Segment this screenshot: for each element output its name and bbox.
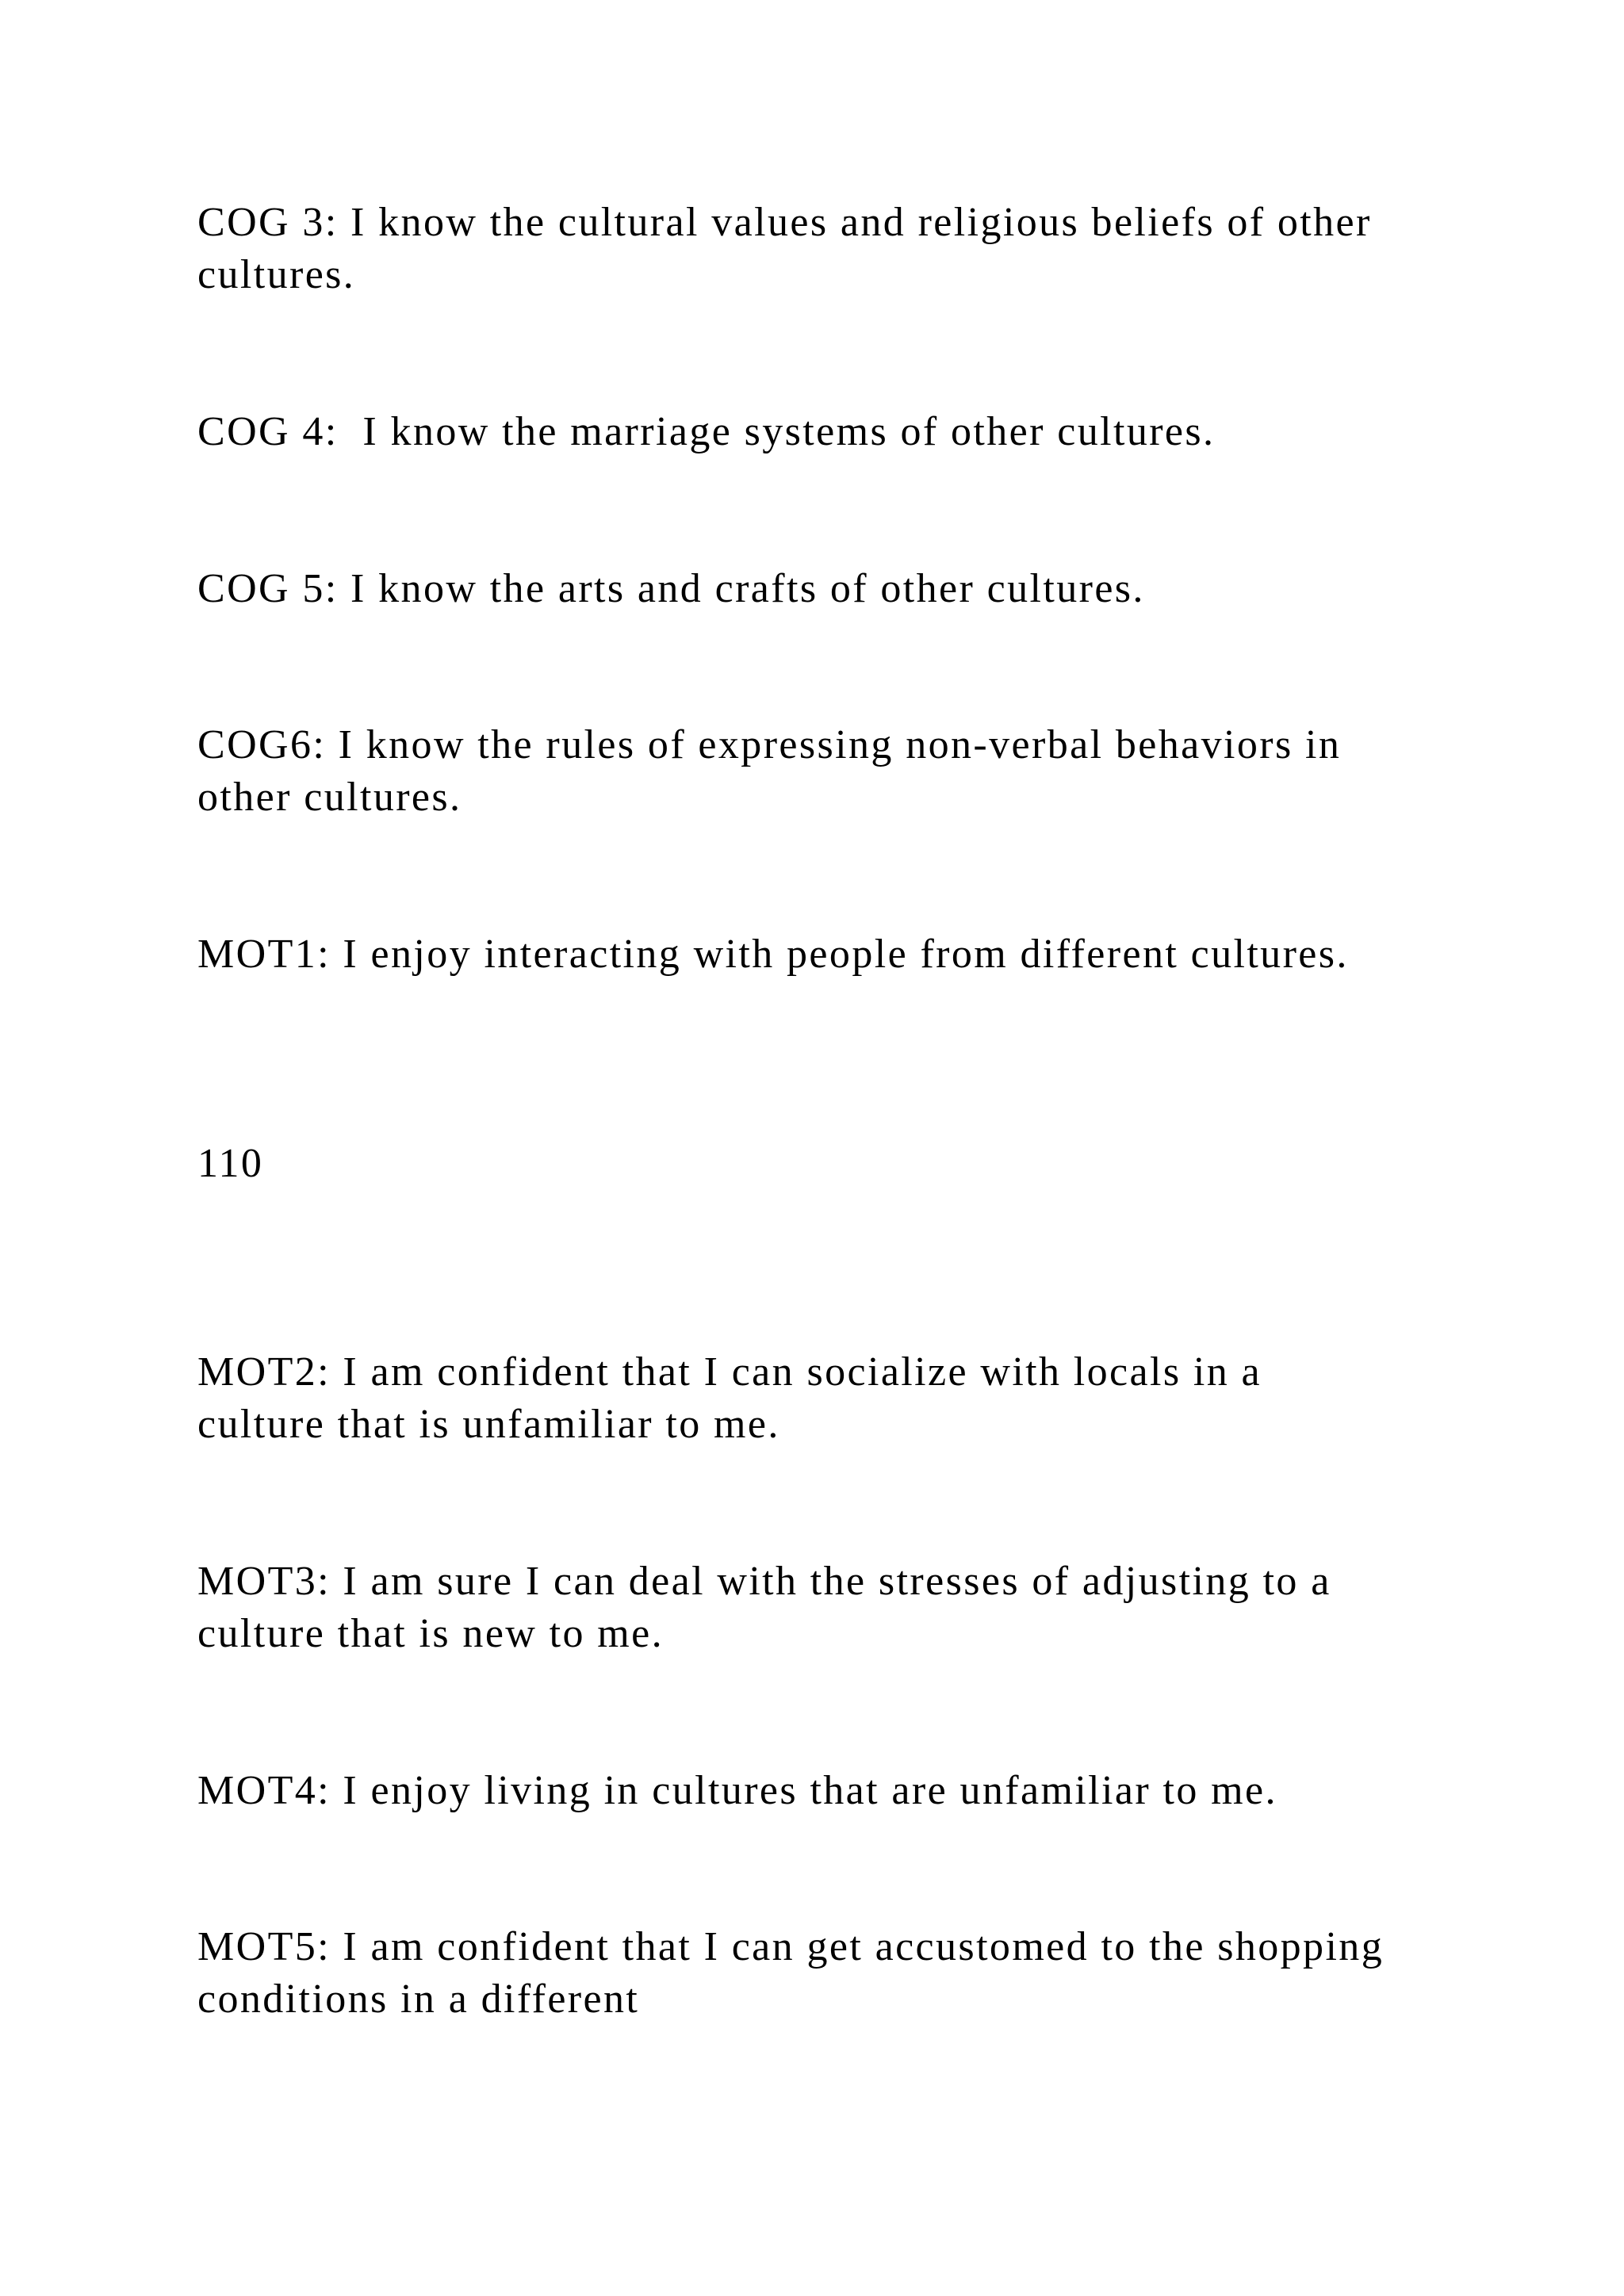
text-line: MOT2: I am confident that I can socialize with locals in a	[197, 1349, 1262, 1395]
text-line: MOT1: I enjoy interacting with people from different cultures.	[197, 932, 1349, 977]
text-line: COG 4: I know the marriage systems of other cultures.	[197, 409, 1216, 454]
text-line: COG 5: I know the arts and crafts of other cultures.	[197, 566, 1145, 611]
text-line: MOT4: I enjoy living in cultures that are unfamiliar to me.	[197, 1768, 1277, 1813]
text-line: conditions in a different	[197, 1976, 640, 2022]
text-line: MOT3: I am sure I can deal with the stresses of adjusting to a	[197, 1559, 1331, 1604]
text-line: COG 3: I know the cultural values and religious beliefs of other	[197, 200, 1372, 245]
text-line: COG6: I know the rules of expressing non-verbal behaviors in	[197, 722, 1342, 767]
text-line: other cultures.	[197, 775, 462, 820]
text-line: culture that is new to me.	[197, 1611, 665, 1656]
text-line: cultures.	[197, 252, 356, 297]
text-line: culture that is unfamiliar to me.	[197, 1402, 780, 1447]
text-line: MOT5: I am confident that I can get accustomed to the shopping	[197, 1924, 1385, 1969]
page-number-text: 110	[197, 1141, 264, 1186]
